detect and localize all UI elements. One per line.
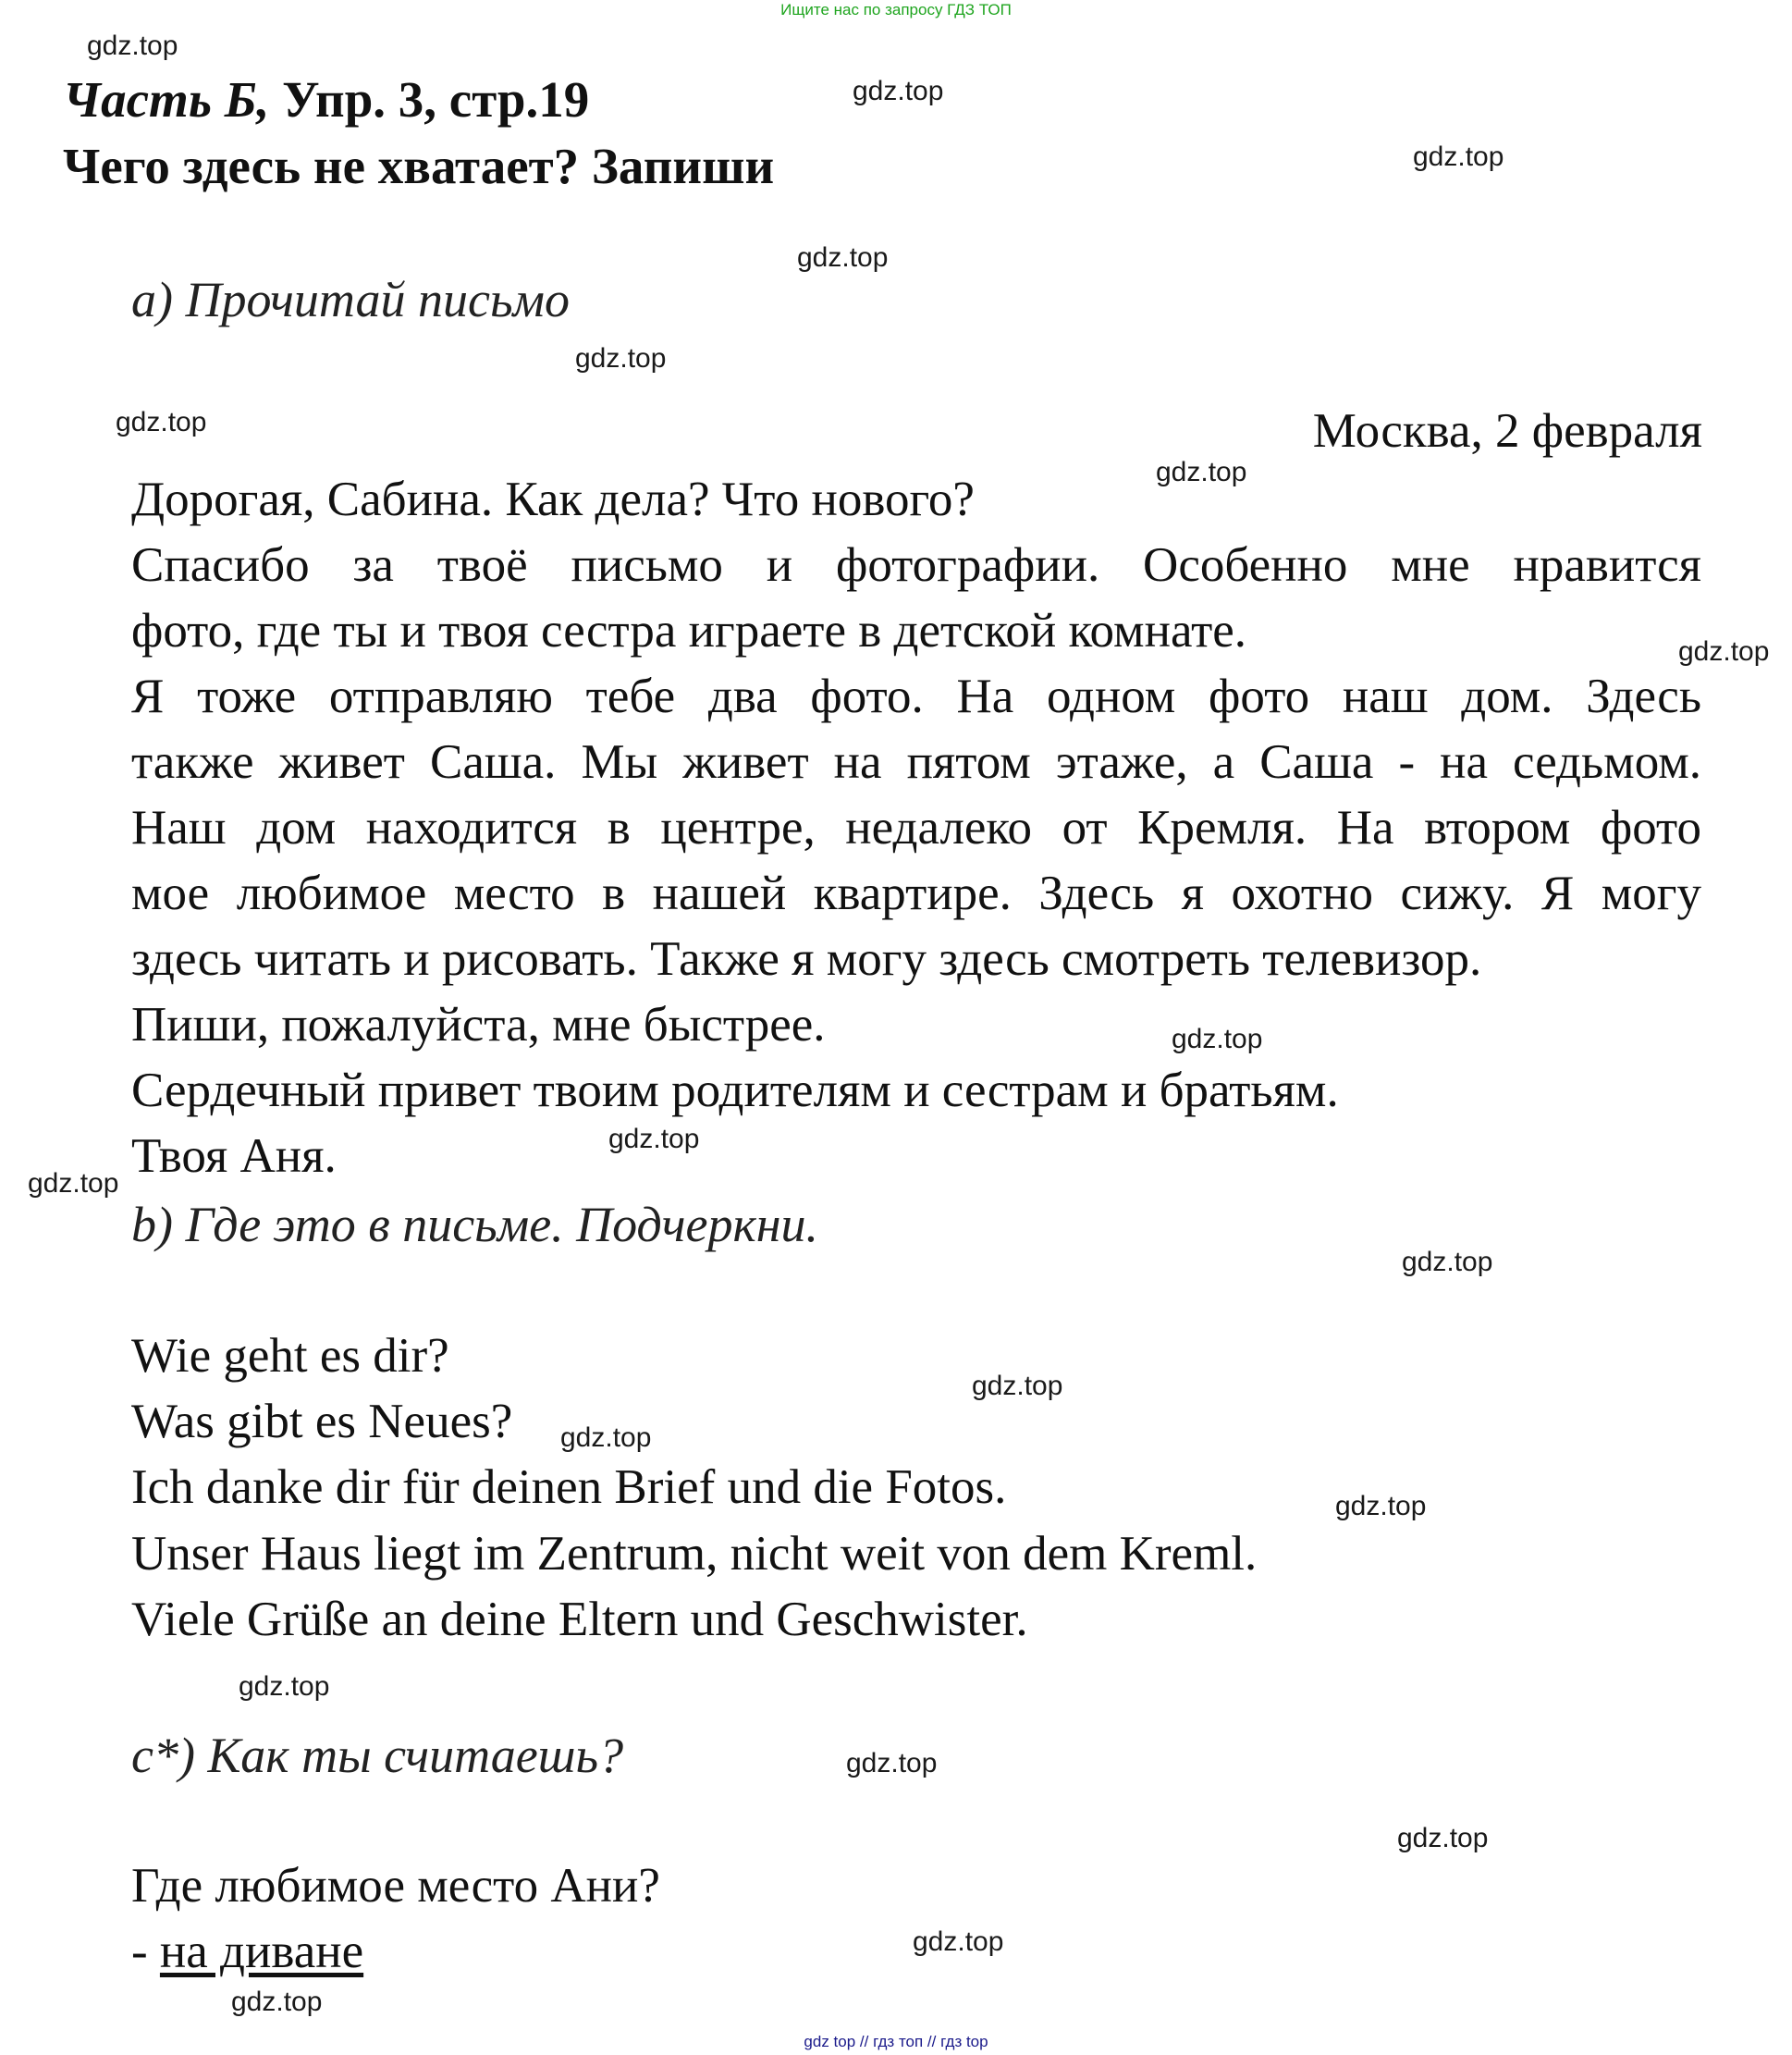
letter-line: также живет Саша. Мы живет на пятом этаже, а Саша - на седьмом. — [131, 735, 1701, 789]
question-text: Где любимое место Ани? — [131, 1859, 660, 1913]
german-phrase: Wie geht es dir? — [131, 1329, 449, 1383]
watermark: gdz.top — [1413, 142, 1504, 172]
watermark: gdz.top — [797, 242, 889, 273]
watermark: gdz.top — [1678, 636, 1770, 667]
german-phrase: Viele Grüße an deine Eltern und Geschwister. — [131, 1593, 1028, 1646]
letter-line: здесь читать и рисовать. Также я могу здесь смотреть телевизор. — [131, 932, 1482, 986]
german-phrase: Unser Haus liegt im Zentrum, nicht weit von dem Kreml. — [131, 1527, 1258, 1581]
watermark: gdz.top — [1402, 1247, 1493, 1277]
letter-signature: Твоя Аня. — [131, 1129, 337, 1183]
german-phrase: Was gibt es Neues? — [131, 1395, 513, 1448]
answer-dash: - — [131, 1925, 160, 1978]
watermark: gdz.top — [575, 343, 667, 374]
watermark: gdz.top — [853, 76, 944, 106]
watermark: gdz.top — [87, 31, 178, 61]
watermark: gdz.top — [1156, 457, 1247, 487]
letter-line: Дорогая, Сабина. Как дела? Что нового? — [131, 473, 975, 526]
watermark: gdz.top — [1397, 1823, 1489, 1853]
watermark: gdz.top — [239, 1671, 330, 1702]
watermark: gdz.top — [1335, 1491, 1427, 1521]
watermark: gdz.top — [28, 1168, 119, 1199]
task-a-label: а) Прочитай письмо — [131, 272, 571, 327]
watermark: gdz.top — [1172, 1024, 1263, 1054]
watermark: gdz.top — [231, 1987, 323, 2017]
watermark: gdz.top — [560, 1422, 652, 1453]
watermark: gdz.top — [913, 1926, 1004, 1957]
instruction-heading: Чего здесь не хватает? Запиши — [63, 138, 775, 194]
exercise-heading — [63, 70, 589, 129]
watermark: gdz.top — [608, 1124, 700, 1154]
letter-line: Сердечный привет твоим родителям и сестрам и братьям. — [131, 1064, 1339, 1117]
exercise-ref: Упр. 3, стр.19 — [282, 71, 590, 128]
watermark: gdz.top — [846, 1748, 938, 1778]
letter-line: Я тоже отправляю тебе два фото. На одном фото наш дом. Здесь — [131, 670, 1701, 723]
top-banner: Ищите нас по запросу ГДЗ ТОП — [780, 1, 1012, 18]
answer-line — [131, 1924, 363, 1979]
footer-watermark: gdz top // гдз топ // гдз top — [804, 2033, 988, 2050]
watermark: gdz.top — [972, 1371, 1063, 1401]
task-b-label: b) Где это в письме. Подчеркни. — [131, 1197, 819, 1252]
task-c-label: c*) Как ты считаешь? — [131, 1728, 624, 1783]
letter-line: Наш дом находится в центре, недалеко от Кремля. На втором фото — [131, 801, 1701, 855]
part-label: Часть Б, — [63, 71, 270, 128]
letter-line: Спасибо за твоё письмо и фотографии. Особенно мне нравится — [131, 538, 1701, 592]
answer-text: на диване — [159, 1925, 364, 1978]
letter-place-date: Москва, 2 февраля — [1312, 404, 1702, 458]
letter-line: фото, где ты и твоя сестра играете в детской комнате. — [131, 604, 1247, 658]
letter-line: мое любимое место в нашей квартире. Здесь я охотно сижу. Я могу — [131, 867, 1701, 920]
german-phrase: Ich danke dir für deinen Brief und die Fotos. — [131, 1460, 1007, 1514]
watermark: gdz.top — [116, 407, 207, 437]
letter-line: Пиши, пожалуйста, мне быстрее. — [131, 998, 826, 1052]
